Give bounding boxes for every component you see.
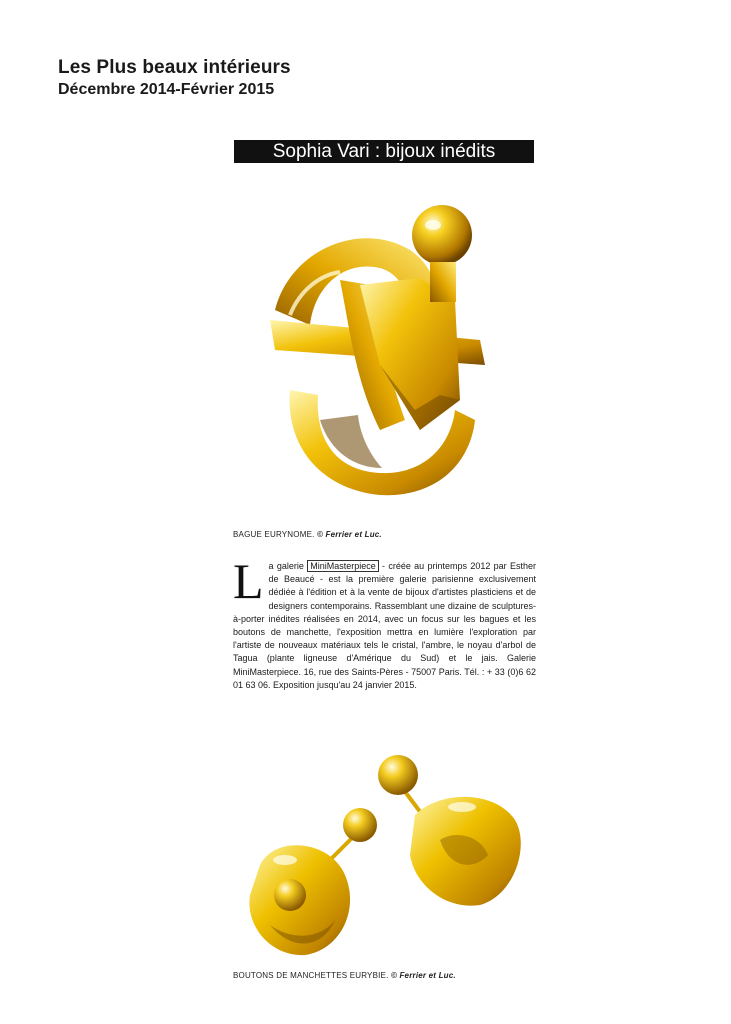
article-text-rest: - créée au printemps 2012 par Esther de Beaucé - est la première galerie parisienne exclusivement dédiée à l'édition et à la vente de bijoux d'artistes plasticiens et de designers contemporains. Rassemblant une dizaine de sculptures-à-porter inédites réalisées en 2014, avec un focus sur les bagues et les boutons de manchette, l'exposition mettra en lumière l'exploration par l'artiste de nouveaux matériaux tels le cristal, l'ambre, le noyau d'arbol de Tagua (plante ligneuse d'Amérique du Sud) et le jais. Galerie MiniMasterpiece. 16, rue des Saints-Pères - 75007 Paris. Tél. : + 33 (0)6 62 01 63 06. Exposition jusqu'au 24 janvier 2015.: [233, 561, 536, 690]
ring-caption-text: BAGUE EURYNOME.: [233, 530, 315, 539]
gallery-name-highlight: MiniMasterpiece: [307, 560, 379, 572]
article-headline: Sophia Vari : bijoux inédits: [234, 140, 534, 163]
cufflinks-caption-credit: © Ferrier et Luc.: [390, 971, 456, 980]
ring-photo: [230, 190, 530, 510]
ring-caption: [233, 530, 382, 539]
article-text-start: a galerie: [268, 561, 304, 571]
cufflinks-caption-text: BOUTONS DE MANCHETTES EURYBIE.: [233, 971, 389, 980]
drop-cap: L: [233, 553, 264, 609]
ring-caption-credit: © Ferrier et Luc.: [316, 530, 382, 539]
cufflink-left: [249, 808, 377, 955]
cufflinks-photo: [240, 745, 540, 970]
cufflinks-caption: [233, 971, 456, 980]
cufflink-right: [378, 755, 521, 906]
publication-date: Décembre 2014-Février 2015: [58, 81, 275, 98]
publication-title: Les Plus beaux intérieurs: [58, 57, 291, 78]
ring-ball: [412, 205, 472, 265]
article-body: [233, 553, 536, 692]
